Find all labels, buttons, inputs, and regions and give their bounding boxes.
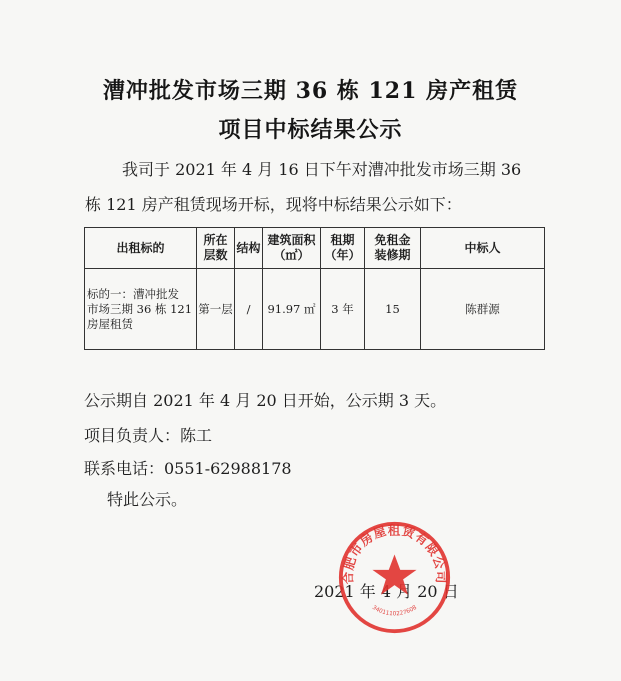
header-cell: 出租标的 — [85, 228, 197, 269]
result-table — [84, 227, 545, 350]
table-row — [85, 269, 545, 350]
svg-text:合肥市房屋租赁有限公司: 合肥市房屋租赁有限公司 — [340, 522, 449, 585]
table-cell: 标的一：漕冲批发 市场三期 36 栋 121 房屋租赁 — [85, 269, 197, 350]
header-cell: 所在 层数 — [197, 228, 235, 269]
table-header-row — [85, 228, 545, 269]
table-cell: 15 — [365, 269, 421, 350]
table-cell: 91.97 ㎡ — [263, 269, 321, 350]
header-cell: 免租金 装修期 — [365, 228, 421, 269]
closing-text: 特此公示。 — [107, 490, 188, 509]
header-cell: 结构 — [235, 228, 263, 269]
table-cell: 3 年 — [321, 269, 365, 350]
table-cell: / — [235, 269, 263, 350]
header-cell: 租期 （年） — [321, 228, 365, 269]
contact-person: 项目负责人：陈工 — [84, 426, 213, 445]
notice-title-line1: 漕冲批发市场三期 36 栋 121 房产租赁 — [102, 78, 519, 104]
company-seal-icon — [337, 520, 452, 635]
header-cell: 中标人 — [421, 228, 545, 269]
intro-paragraph-line2: 栋 121 房产租赁现场开标，现将中标结果公示如下： — [85, 195, 462, 214]
header-cell: 建筑面积 （㎡） — [263, 228, 321, 269]
notice-date: 2021 年 4 月 20 日 — [314, 582, 459, 601]
table-cell: 第一层 — [197, 269, 235, 350]
notice-title-line2: 项目中标结果公示 — [218, 117, 403, 143]
svg-text:3401110227608: 3401110227608 — [370, 604, 419, 618]
table-cell: 陈群源 — [421, 269, 545, 350]
intro-paragraph-line1: 我司于 2021 年 4 月 16 日下午对漕冲批发市场三期 36 — [122, 160, 522, 179]
contact-phone: 联系电话：0551-62988178 — [84, 459, 292, 478]
publicity-period: 公示期自 2021 年 4 月 20 日开始，公示期 3 天。 — [84, 391, 447, 410]
